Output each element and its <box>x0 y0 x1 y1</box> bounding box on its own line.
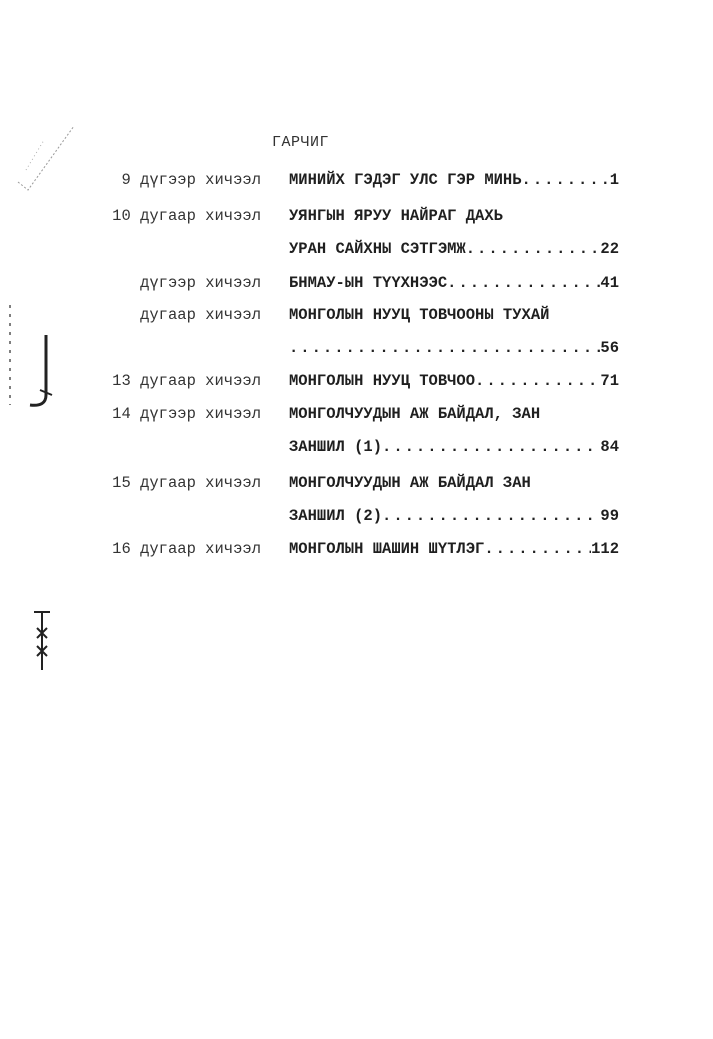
toc-line <box>289 372 619 390</box>
lesson-label: дугаар хичээл <box>140 306 261 324</box>
toc-entry <box>0 540 713 562</box>
toc-entry-continuation <box>0 507 713 529</box>
toc-entry-continuation <box>0 438 713 460</box>
lesson-label: 9 дүгээр хичээл <box>121 171 261 189</box>
toc-entry <box>0 474 713 496</box>
toc-line <box>289 306 619 324</box>
dot-leader <box>466 240 601 258</box>
margin-clip-mark <box>30 608 54 678</box>
toc-title: МОНГОЛЫН ШАШИН ШҮТЛЭГ <box>289 540 485 558</box>
dot-leader <box>522 171 610 189</box>
toc-title: МОНГОЛЫН НУУЦ ТОВЧООНЫ ТУХАЙ <box>289 306 550 324</box>
toc-title: МИНИЙХ ГЭДЭГ УЛС ГЭР МИНЬ <box>289 171 522 189</box>
dot-leader <box>289 339 600 357</box>
dot-leader <box>382 438 600 456</box>
toc-title: БНМАУ-ЫН ТҮҮХНЭЭС <box>289 274 448 292</box>
toc-title: ЗАНШИЛ (1) <box>289 438 383 456</box>
lesson-label: 14 дүгээр хичээл <box>112 405 261 423</box>
dot-leader <box>447 274 600 292</box>
toc-title: УРАН САЙХНЫ СЭТГЭМЖ <box>289 240 466 258</box>
lesson-label: 13 дугаар хичээл <box>112 372 261 390</box>
dot-leader <box>484 540 591 558</box>
toc-line <box>289 540 619 558</box>
toc-entry <box>0 207 713 229</box>
toc-line <box>289 240 619 258</box>
toc-entry <box>0 274 713 296</box>
lesson-label: 10 дугаар хичээл <box>112 207 261 225</box>
lesson-label: 15 дугаар хичээл <box>112 474 261 492</box>
lesson-label: 16 дугаар хичээл <box>112 540 261 558</box>
lesson-label: дүгээр хичээл <box>140 274 261 292</box>
toc-line <box>289 339 619 357</box>
toc-entry-continuation <box>0 339 713 361</box>
page-number: 1 <box>609 171 619 189</box>
toc-title: МОНГОЛЧУУДЫН АЖ БАЙДАЛ, ЗАН <box>289 405 541 423</box>
toc-line <box>289 274 619 292</box>
toc-title: ЗАНШИЛ (2) <box>289 507 383 525</box>
toc-line <box>289 405 619 423</box>
toc-entry <box>0 306 713 328</box>
toc-entry <box>0 171 713 193</box>
toc-line <box>289 171 619 189</box>
dot-leader <box>475 372 600 390</box>
page-number: 71 <box>600 372 619 390</box>
page-number: 41 <box>600 274 619 292</box>
page-number: 112 <box>591 540 619 558</box>
toc-entry <box>0 405 713 427</box>
toc-line <box>289 474 619 492</box>
toc-line <box>289 207 619 225</box>
page-number: 22 <box>600 240 619 258</box>
dot-leader <box>382 507 600 525</box>
toc-title: УЯНГЫН ЯРУУ НАЙРАГ ДАХЬ <box>289 207 503 225</box>
page-number: 84 <box>600 438 619 456</box>
toc-entry <box>0 372 713 394</box>
page-number: 56 <box>600 339 619 357</box>
toc-line <box>289 507 619 525</box>
toc-title: МОНГОЛЧУУДЫН АЖ БАЙДАЛ ЗАН <box>289 474 531 492</box>
toc-entry-continuation <box>0 240 713 262</box>
toc-title: МОНГОЛЫН НУУЦ ТОВЧОО <box>289 372 476 390</box>
page-title: ГАРЧИГ <box>272 134 330 151</box>
page-number: 99 <box>600 507 619 525</box>
toc-line <box>289 438 619 456</box>
